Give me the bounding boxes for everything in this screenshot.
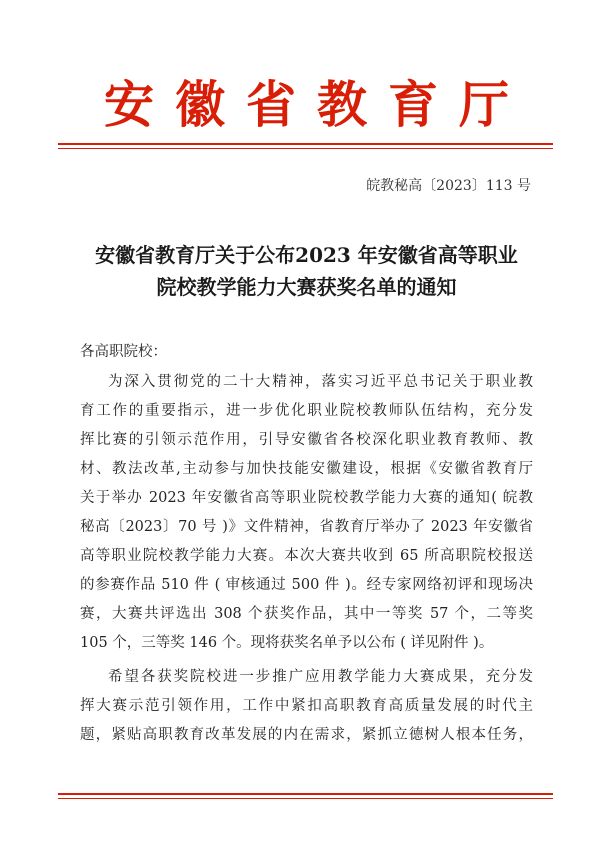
body-line: 秘高〔2023〕70 号 )》文件精神，省教育厅举办了 2023 年安徽省 <box>80 519 533 535</box>
body-line: 希望各获奖院校进一步推广应用教学能力大赛成果，充分发 <box>108 669 533 685</box>
body-line: 105 个，三等奖 146 个。现将获奖名单予以公布 ( 详见附件 )。 <box>80 635 494 651</box>
body-line: 关于举办 2023 年安徽省高等职业院校教学能力大赛的通知( 皖教 <box>80 490 533 506</box>
header-rule-top <box>58 143 553 145</box>
document-number: 皖教秘高〔2023〕113 号 <box>366 178 531 194</box>
salutation: 各高职院校： <box>80 344 167 360</box>
notice-title-line-1: 安徽省教育厅关于公布2023 年安徽省高等职业 <box>95 243 518 267</box>
body-line: 高等职业院校教学能力大赛。本次大赛共收到 65 所高职院校报送 <box>80 548 533 564</box>
body-line: 题，紧贴高职教育改革发展的内在需求，紧抓立德树人根本任务， <box>80 727 533 743</box>
body-line: 材、教法改革,主动参与加快技能安徽建设，根据《安徽省教育厅 <box>80 461 533 477</box>
agency-masthead: 安徽省教育厅 <box>104 75 530 134</box>
body-line: 为深入贯彻党的二十大精神，落实习近平总书记关于职业教 <box>108 374 533 390</box>
header-rule-bottom <box>58 148 553 149</box>
body-line: 挥比赛的引领示范作用，引导安徽省各校深化职业教育教师、教 <box>80 432 533 448</box>
body-line: 育工作的重要指示，进一步优化职业院校教师队伍结构，充分发 <box>80 403 533 419</box>
body-line: 的参赛作品 510 件 ( 审核通过 500 件 )。经专家网络初评和现场决 <box>80 577 533 593</box>
footer-rule-bottom <box>58 798 553 799</box>
notice-title-line-2: 院校教学能力大赛获奖名单的通知 <box>156 275 457 299</box>
body-line: 赛，大赛共评选出 308 个获奖作品，其中一等奖 57 个，二等奖 <box>80 606 533 622</box>
footer-rule-top <box>58 793 553 795</box>
body-line: 挥大赛示范引领作用，工作中紧扣高职教育高质量发展的时代主 <box>80 698 533 714</box>
